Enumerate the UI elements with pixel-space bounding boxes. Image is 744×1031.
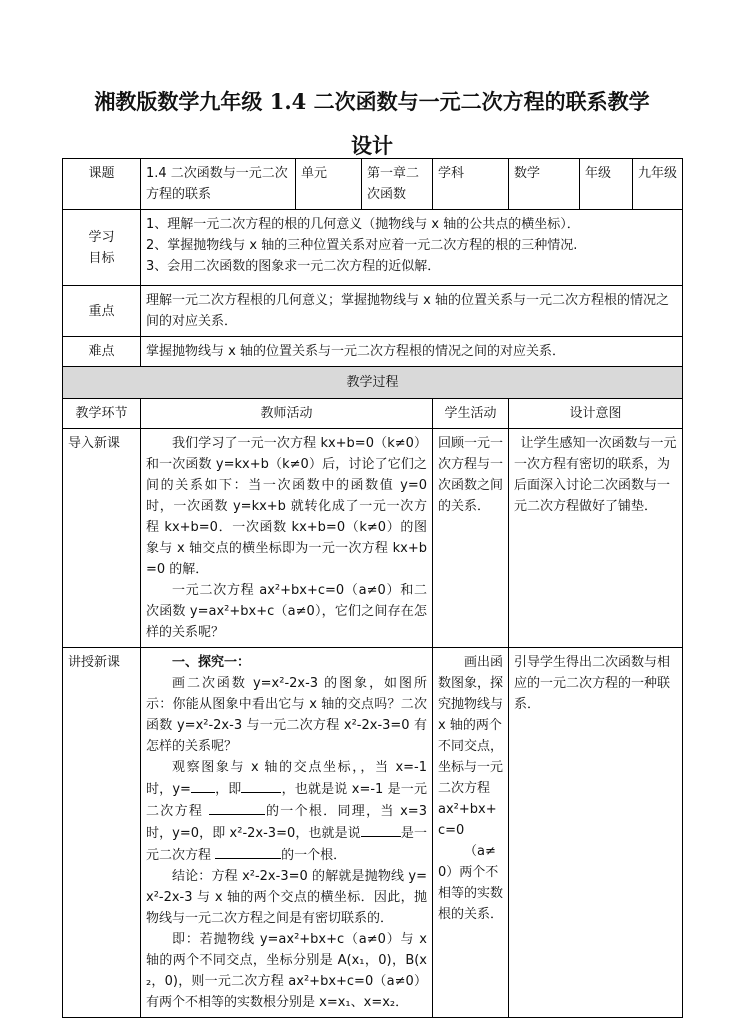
process-row-intro <box>63 429 683 648</box>
intent-intro: 让学生感知一次函数与一元一次方程有密切的联系，为后面深入讨论二次函数与一元二次方程做好了铺垫． <box>509 429 683 648</box>
fill-blank-5[interactable] <box>215 844 281 859</box>
student-new-b: ax²+bx+c=0 <box>438 802 497 838</box>
difficulties-label: 难点 <box>63 337 141 367</box>
doc-title-line2: 设计 <box>351 133 393 158</box>
grade-value: 九年级 <box>633 159 683 210</box>
goals-list <box>141 210 683 286</box>
process-section-title: 教学过程 <box>63 367 683 399</box>
teacher-new-p2-a: 观察图象与 x 轴的交点坐标，，当 x=-1 时， <box>146 760 427 797</box>
student-intro: 回顾一元一次方程与一次函数之间的关系． <box>433 429 509 648</box>
process-section-row <box>63 367 683 399</box>
topic-value: 1.4 二次函数与一元二次方程的联系 <box>141 159 296 210</box>
fill-blank-4[interactable] <box>361 822 401 837</box>
teacher-new <box>141 648 433 1018</box>
teacher-intro-p2: 一元二次方程 ax²+bx+c=0（a≠0）和二次函数 y=ax²+bx+c（a≠0），它们之间存在怎样的关系呢？ <box>146 583 427 640</box>
info-row <box>63 159 683 210</box>
grade-label: 年级 <box>580 159 633 210</box>
teacher-new-conclusion: 结论：方程 x²-2x-3=0 的解就是抛物线 y=x²-2x-3 与 x 轴的两个交点的横坐标．因此，抛物线与一元二次方程之间是有密切联系的． <box>146 869 427 926</box>
goals-label-b: 目标 <box>88 250 115 266</box>
teacher-new-p2-b: y= <box>172 782 191 797</box>
goals-label <box>63 210 141 286</box>
goals-row <box>63 210 683 286</box>
student-new-c: （a≠0）两个不相等的实数根的关系． <box>438 844 504 922</box>
student-new-a: 画出函数图象，探究抛物线与 x 轴的两个不同交点，坐标与一元二次方程 <box>438 655 504 796</box>
teacher-intro <box>141 429 433 648</box>
process-header-row <box>63 399 683 429</box>
topic-label: 课题 <box>63 159 141 210</box>
intent-new: 引导学生得出二次函数与相应的一元二次方程的一种联系． <box>509 648 683 1018</box>
key-points-row <box>63 286 683 337</box>
fill-blank-3[interactable] <box>209 800 265 815</box>
stage-new: 讲授新课 <box>63 648 141 1018</box>
teacher-new-p2-e: 的一个根．同理，当 x=3 时，y=0，即 x²-2x-3=0，也就是说 <box>146 804 427 841</box>
fill-blank-2[interactable] <box>241 778 281 793</box>
teacher-new-p1: 画二次函数 y=x²-2x-3 的图象，如图所示：你能从图象中看出它与 x 轴的交点吗？二次函数 y=x²-2x-3 与一元二次方程 x²-2x-3=0 有怎样的关系呢？ <box>146 676 427 754</box>
difficulties-text: 掌握抛物线与 x 轴的位置关系与一元二次方程根的情况之间的对应关系． <box>141 337 683 367</box>
explore-heading: 一、探究一： <box>172 655 251 670</box>
key-points-text: 理解一元二次方程根的几何意义；掌握抛物线与 x 轴的位置关系与一元二次方程根的情况之间的对应关系． <box>141 286 683 337</box>
stage-intro: 导入新课 <box>63 429 141 648</box>
teacher-intro-p1: 我们学习了一元一次方程 kx+b=0（k≠0）和一次函数 y=kx+b（k≠0）后，讨论了它们之间的关系如下：当一次函数中的函数值 y=0 时，一次函数 y=kx+b 就转化成了一元一次方程 kx+b=0．一次函数 kx+b=0（k≠0）的图象与 x 轴交点的横坐标即为一元一次方程 kx+b=0 的解． <box>146 436 427 577</box>
process-row-new <box>63 648 683 1018</box>
unit-label: 单元 <box>296 159 362 210</box>
teacher-new-p2-f: 是一元二次方程 <box>146 826 427 863</box>
goal-item-2: 2、掌握抛物线与 x 轴的三种位置关系对应着一元二次方程的根的三种情况. <box>146 238 578 253</box>
teacher-new-p2-c: ，即 <box>214 782 242 797</box>
teacher-new-p2-g: 的一个根． <box>281 848 347 863</box>
doc-title-line1: 湘教版数学九年级 1.4 二次函数与一元二次方程的联系教学 <box>94 89 650 114</box>
subject-label: 学科 <box>433 159 509 210</box>
goal-item-3: 3、会用二次函数的图象求一元二次方程的近似解． <box>146 259 441 274</box>
header-stage: 教学环节 <box>63 399 141 429</box>
key-points-label: 重点 <box>63 286 141 337</box>
goals-label-a: 学习 <box>88 229 115 245</box>
teacher-new-p2 <box>146 757 427 866</box>
student-new <box>433 648 509 1018</box>
difficulties-row <box>63 337 683 367</box>
teacher-new-summary: 即：若抛物线 y=ax²+bx+c（a≠0）与 x 轴的两个不同交点，坐标分别是 A(x₁，0)，B(x₂，0)，则一元二次方程 ax²+bx+c=0（a≠0）有两个不相等的实数根分别是 x=x₁、x=x₂． <box>146 932 427 1010</box>
header-teacher: 教师活动 <box>141 399 433 429</box>
lesson-plan-table <box>62 158 683 1018</box>
fill-blank-1[interactable] <box>191 778 215 793</box>
subject-value: 数学 <box>509 159 580 210</box>
goal-item-1: 1、理解一元二次方程的根的几何意义（抛物线与 x 轴的公共点的横坐标）． <box>146 217 580 232</box>
header-intent: 设计意图 <box>509 399 683 429</box>
unit-value: 第一章二次函数 <box>362 159 433 210</box>
teacher-new-p2-d: ，也就是说 x=-1 是一元二次方程 <box>146 782 427 819</box>
header-student: 学生活动 <box>433 399 509 429</box>
